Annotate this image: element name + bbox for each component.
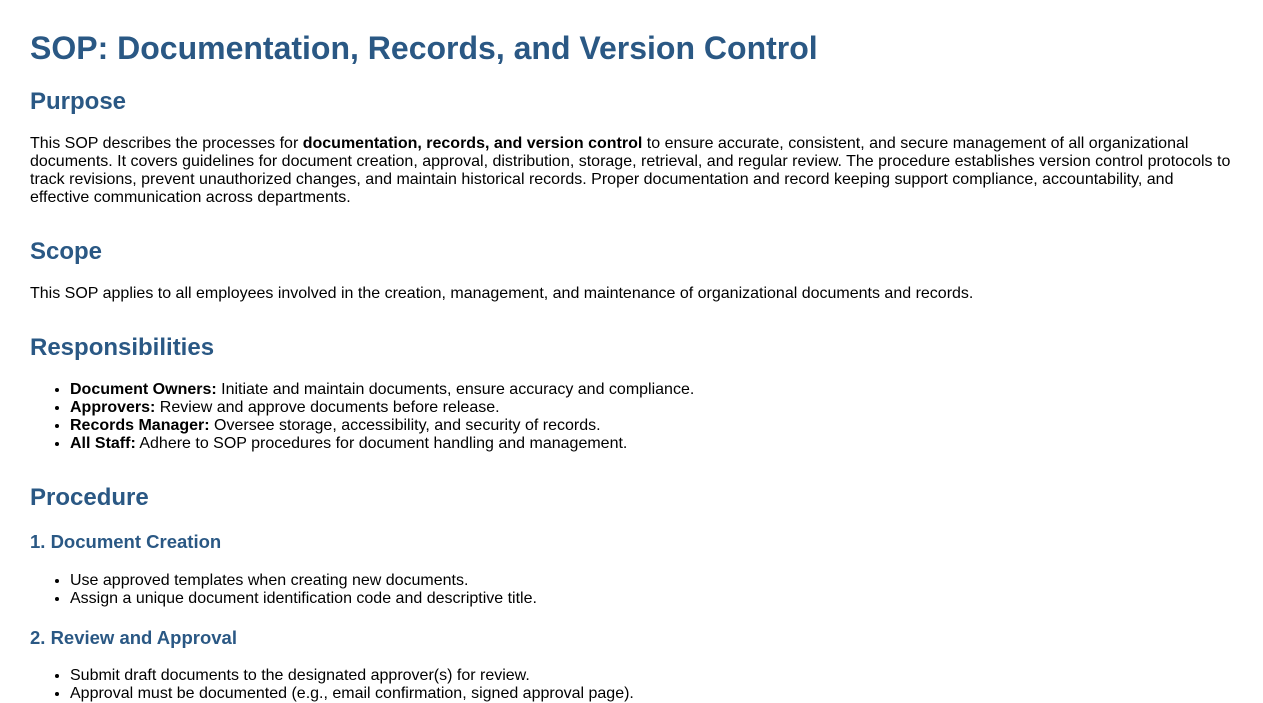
page-title: SOP: Documentation, Records, and Version Control <box>30 30 818 66</box>
list-item <box>70 381 694 399</box>
role-label: Approvers: <box>70 399 156 416</box>
procedure-heading: Procedure <box>30 484 149 511</box>
procedure-section-list <box>30 572 537 608</box>
list-item <box>70 435 694 453</box>
purpose-heading: Purpose <box>30 88 127 115</box>
list-item <box>70 417 694 435</box>
list-item: • Assign a unique document identification code and descriptive title. <box>70 590 537 608</box>
list-item: • Approval must be documented (e.g., email confirmation, signed approval page). <box>70 685 634 703</box>
procedure-section-list <box>30 667 634 703</box>
role-description: Review and approve documents before release. <box>155 399 500 416</box>
list-item <box>70 399 694 417</box>
purpose-text-after: to ensure accurate, consistent, and secure management of all organizational documents. It covers guidelines for document creation, approval, distribution, storage, retrieval, and regular review. The procedure establishes version control protocols to track revisions, prevent unauthorized changes, and maintain historical records. Proper documentation and record keeping support compliance, accountability, and effective communication across departments. <box>30 135 1231 206</box>
role-label: All Staff: <box>70 435 136 452</box>
responsibilities-heading: Responsibilities <box>30 334 215 361</box>
role-description: Oversee storage, accessibility, and security of records. <box>209 417 601 434</box>
role-description: Adhere to SOP procedures for document handling and management. <box>135 435 628 452</box>
list-item: • Submit draft documents to the designated approver(s) for review. <box>70 667 634 685</box>
purpose-text-before: This SOP describes the processes for <box>30 135 303 152</box>
responsibilities-list <box>30 381 694 453</box>
role-label: Document Owners: <box>70 381 217 398</box>
role-description: Initiate and maintain documents, ensure accuracy and compliance. <box>216 381 695 398</box>
role-label: Records Manager: <box>70 417 210 434</box>
scope-heading: Scope <box>30 238 103 265</box>
purpose-text-bold: documentation, records, and version control <box>302 135 643 152</box>
purpose-paragraph <box>30 135 1235 207</box>
procedure-section-heading: 1. Document Creation <box>30 531 222 552</box>
list-item: • Use approved templates when creating new documents. <box>70 572 537 590</box>
scope-paragraph: This SOP applies to all employees involved in the creation, management, and maintenance of organizational documents and records. <box>30 285 974 302</box>
procedure-section-heading: 2. Review and Approval <box>30 627 237 648</box>
